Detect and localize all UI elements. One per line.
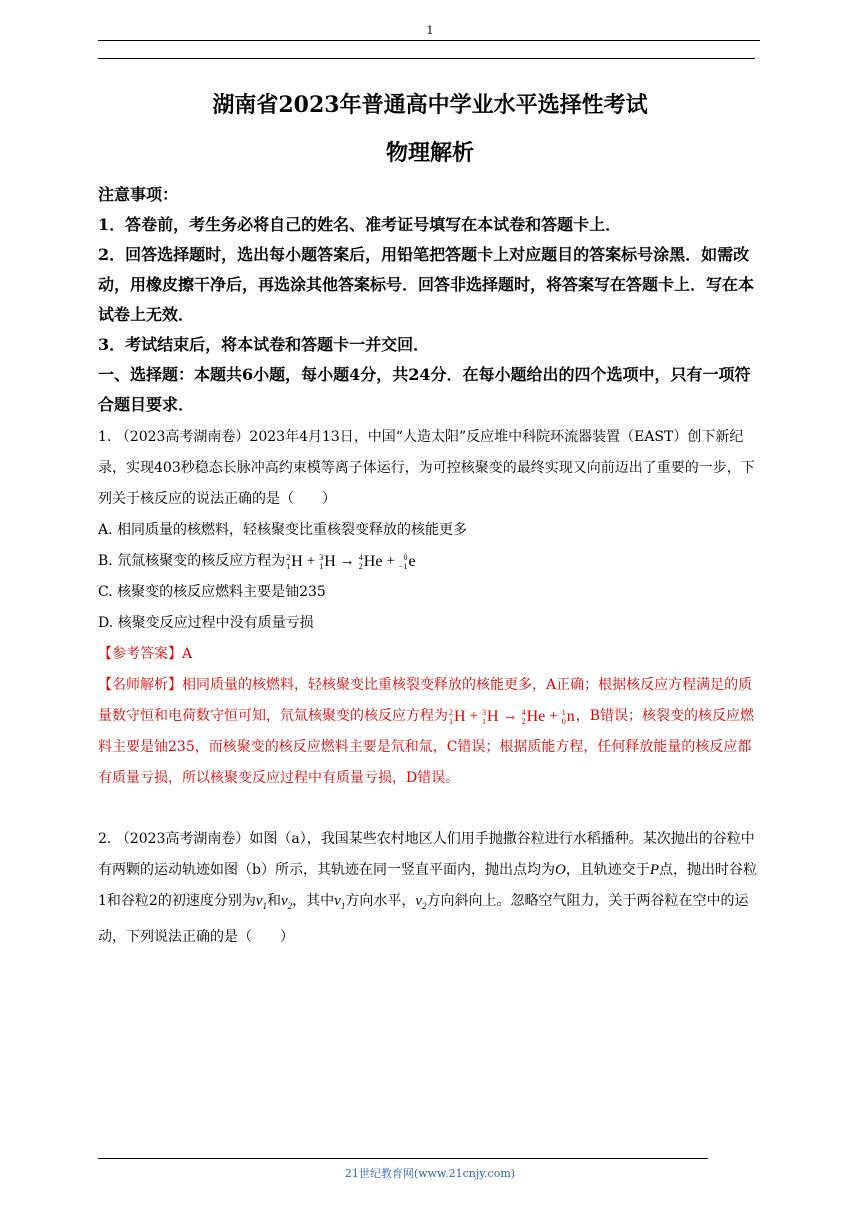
nuclide-helium: 4 2 He: [521, 707, 546, 726]
velocity-v1: $v_1$: [334, 893, 346, 912]
header-rule-top: [98, 40, 760, 41]
notice-item-3: 3．考试结束后，将本试卷和答题卡一并交回．: [98, 335, 430, 354]
velocity-v1: $v_1$: [255, 893, 267, 912]
nuclide-electron: 0 −1 e: [398, 552, 416, 571]
q1-stem: 1. （2023高考湖南卷）2023年4月13日，中国“人造太阳”反应堆中科院环流器装置（EAST）创下新纪录，实现403秒稳态长脉冲高约束模等离子体运行，为可控核聚变的最终实现又向前迈出了重要的一步，下列关于核反应的说法正确的是（ ）: [98, 429, 755, 507]
notice-item-1: 1．答卷前，考生务必将自己的姓名、准考证号填写在本试卷和答题卡上．: [98, 215, 622, 234]
header-rule-bottom: [98, 58, 755, 59]
q1-analysis-equation: 2 1 H + 3 1 H → 4 2 He + 1 0 n: [448, 708, 576, 724]
q1-option-a: A. 相同质量的核燃料，轻核聚变比重核裂变释放的核能更多: [98, 522, 468, 538]
page-title: 湖南省2023年普通高中学业水平选择性考试: [212, 92, 648, 118]
footer-rule: [98, 1158, 708, 1159]
section-heading: 一、选择题：本题共6小题，每小题4分，共24分．在每小题给出的四个选项中，只有一项符合题目要求．: [98, 365, 751, 414]
q1-option-d: D. 核聚变反应过程中没有质量亏损: [98, 615, 314, 632]
page-subtitle: 物理解析: [385, 140, 474, 166]
q1-option-c: C. 核聚变的核反应燃料主要是铀235: [98, 584, 326, 601]
notice-heading: 注意事项：: [98, 185, 179, 204]
nuclide-tritium: 3 1 H: [482, 707, 499, 726]
q1-analysis: [98, 670, 762, 794]
notice-item-2: 2．回答选择题时，选出每小题答案后，用铅笔把答题卡上对应题目的答案标号涂黑．如需改动，用橡皮擦干净后，再选涂其他答案标号．回答非选择题时，将答案写在答题卡上．写在本试卷上无效．: [98, 245, 755, 324]
velocity-v2: $v_2$: [281, 893, 293, 912]
nuclide-deuterium: 2 1 H: [286, 552, 303, 571]
nuclide-neutron: 1 0 n: [561, 707, 575, 726]
footer-source: 21世纪教育网(www.21cnjy.com): [344, 1167, 516, 1180]
point-p: P: [649, 862, 659, 879]
nuclide-deuterium: 2 1 H: [449, 707, 466, 726]
q1-option-b-equation: 2 1 H + 3 1 H → 4 2 He + 0 −1 e: [285, 553, 416, 569]
page-number: 1: [426, 24, 434, 37]
velocity-v2: $v_2$: [415, 893, 427, 912]
document-body: [98, 84, 762, 953]
q1-option-b-text: B. 氘氚核聚变的核反应方程为: [98, 553, 286, 569]
point-o: O: [554, 862, 566, 879]
q1-option-b: [98, 546, 762, 577]
q1-analysis-text-1: 【名师解析】相同质量的核燃料，轻核聚变比重核裂变释放的核能更多，A正确；根据核反应方程满足的质量数守恒和电荷数守恒可知，氘氚核聚变的核反应方程为: [98, 677, 753, 725]
q1-answer: 【参考答案】A: [98, 646, 193, 663]
nuclide-tritium: 3 1 H: [319, 552, 336, 571]
q2-stem: 2. （2023高考湖南卷）如图（a），我国某些农村地区人们用手抛撒谷粒进行水稻播种。某次抛出的谷粒中有两颗的运动轨迹如图（b）所示，其轨迹在同一竖直平面内，抛出点均为O，且轨迹交于P点，抛出时谷粒1和谷粒2的初速度分别为$v_1$和$v_2$，其中$v_1$方向水平，$v_2$方向斜向上。忽略空气阻力，关于两谷粒在空中的运动，下列说法正确的是（ ）: [98, 831, 757, 946]
nuclide-helium: 4 2 He: [358, 552, 383, 571]
q1-analysis-text-2: ，B错误；核裂变的核反应燃料主要是铀235，而核聚变的核反应燃料主要是氘和氚，C错误；根据质能方程，任何释放能量的核反应都有质量亏损，所以核聚变反应过程中有质量亏损，D错误。: [98, 708, 755, 787]
